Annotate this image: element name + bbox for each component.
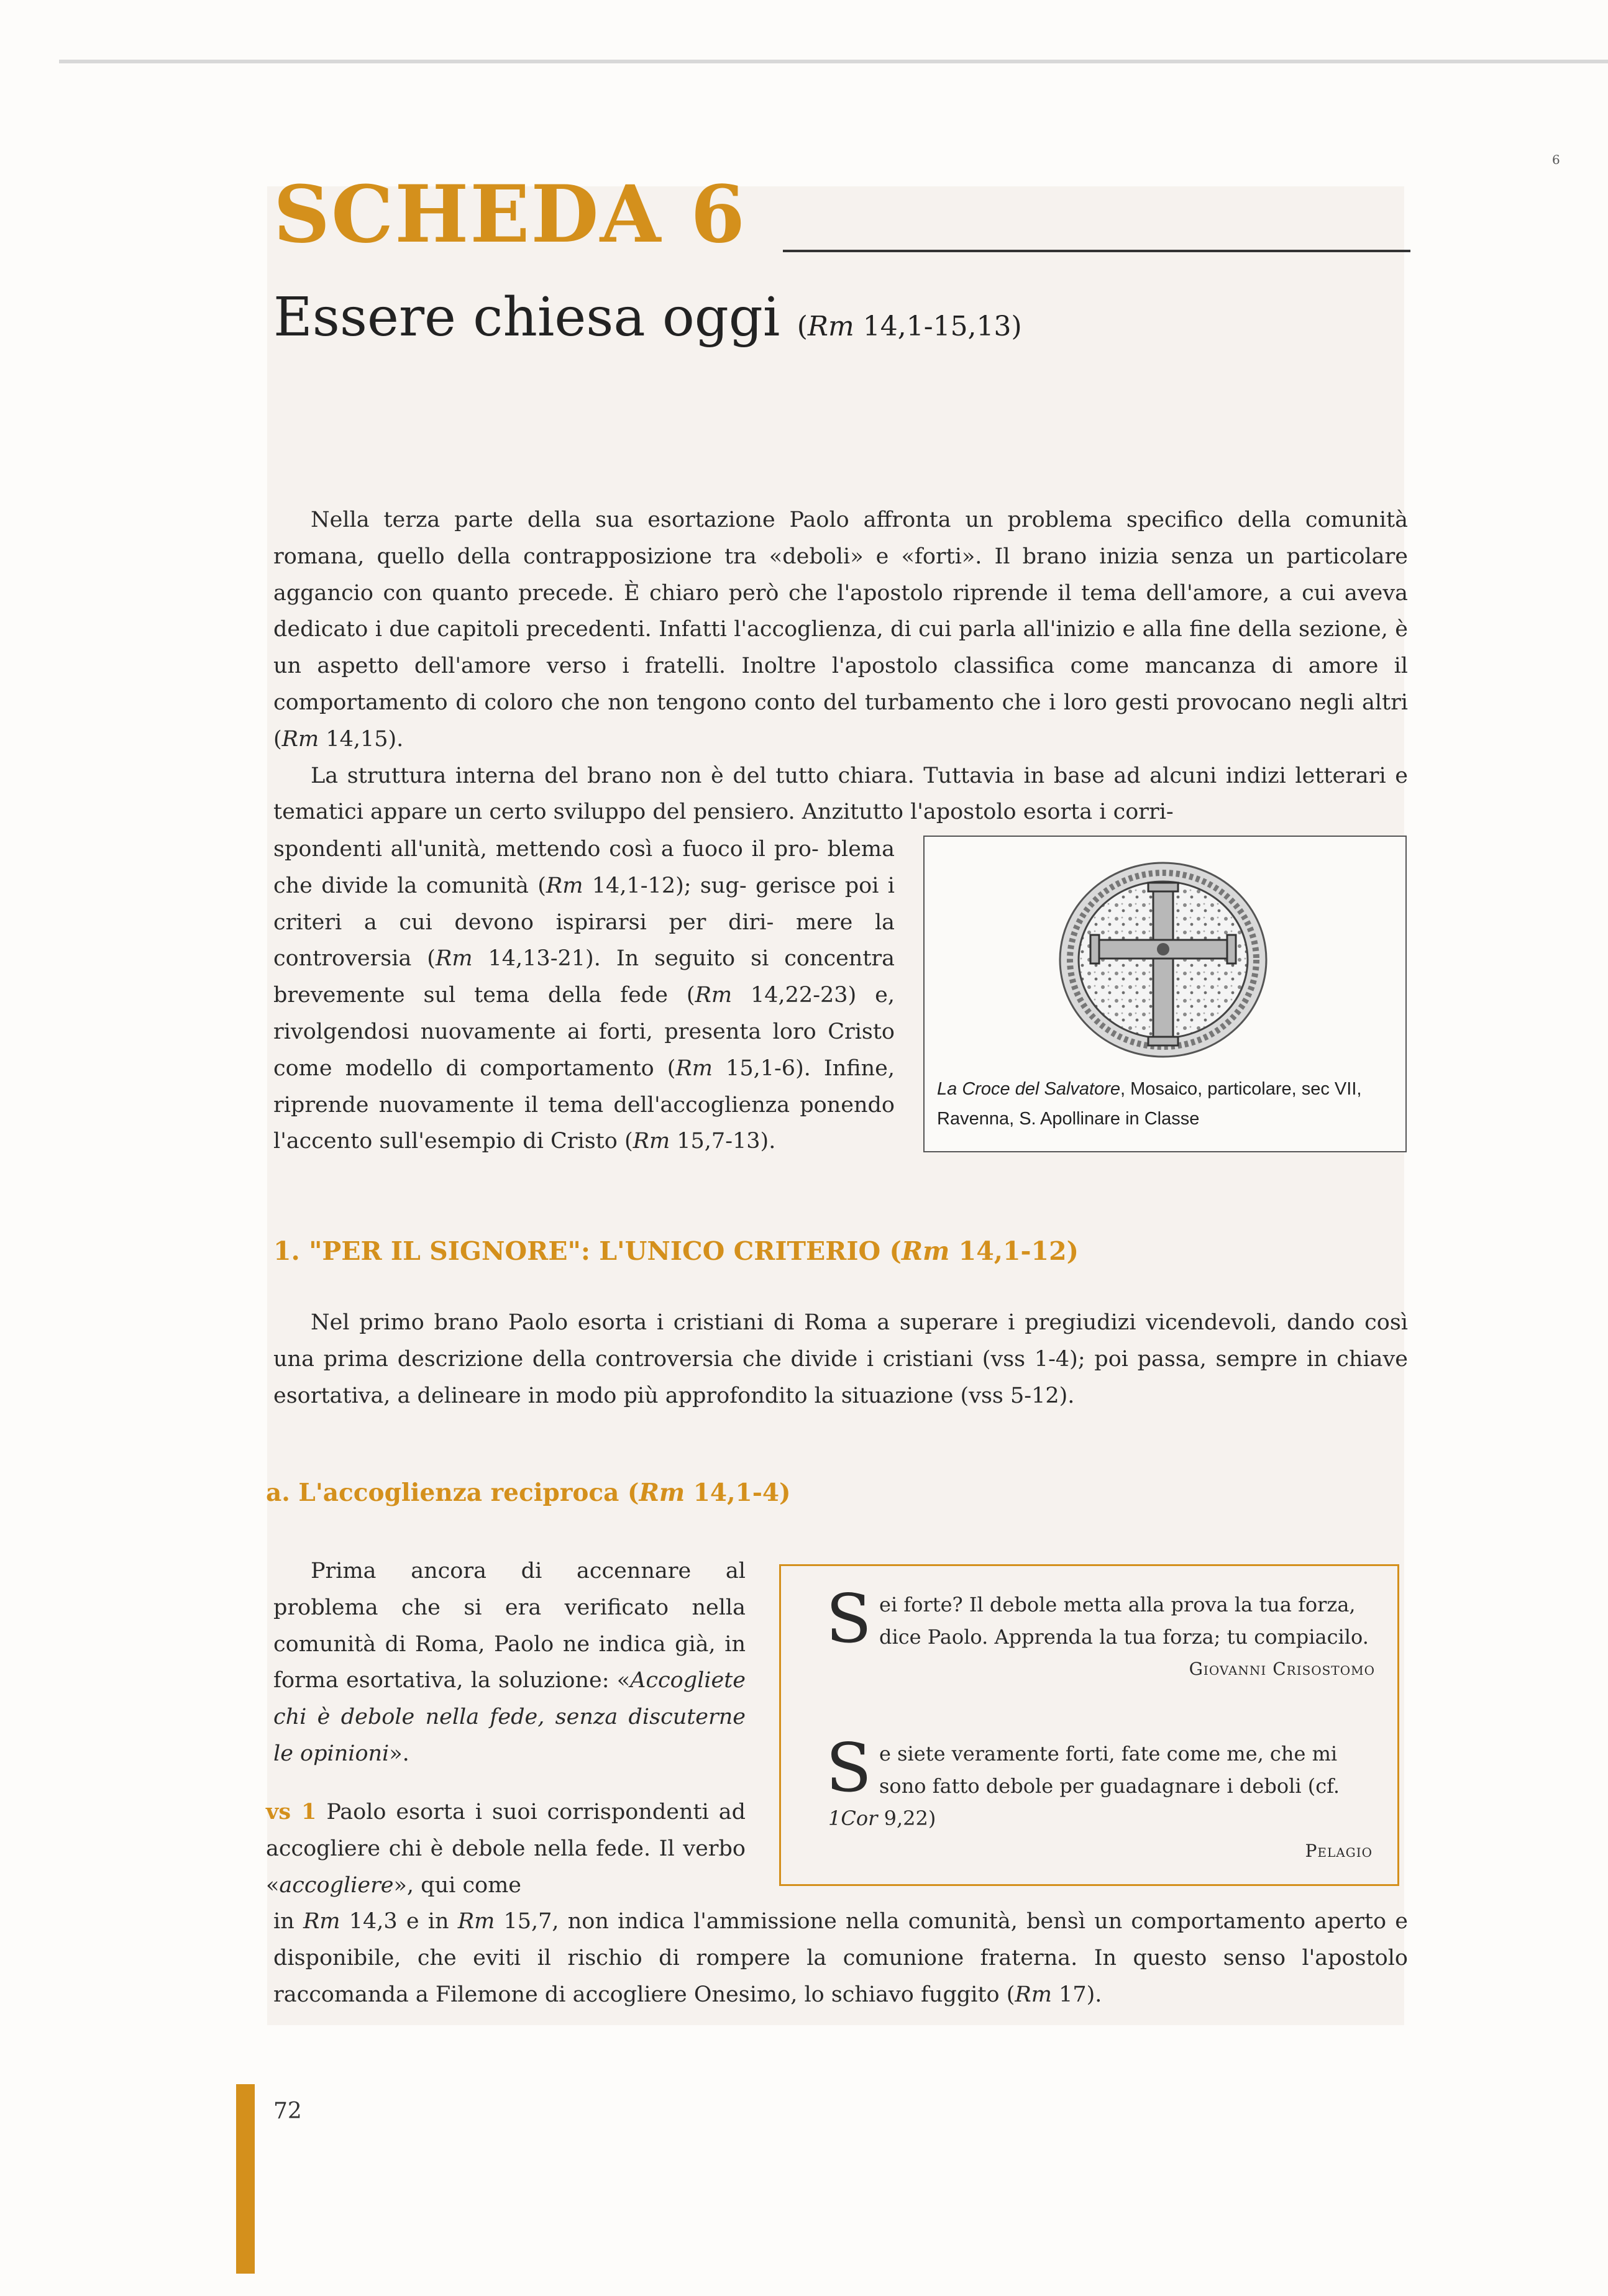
intro-paragraph-2-wrap: spondenti all'unità, mettendo così a fuoco il pro- blema che divide la comunità (Rm 14,1-12); sug- gerisce poi i criteri a cui devono ispirarsi per diri- mere la controversia (Rm 14,13-21). In seguito si concentra brevemente sul tema della fede (Rm 14,22-23) e, rivolgendosi nuovamente ai forti, presenta loro Cristo come modello di comportamento (Rm 15,1-6). Infine, riprende nuovamente il tema dell'accoglienza ponendo l'accento sull'esempio di Cristo (Rm 15,7-13). <box>273 837 895 1154</box>
subtitle-text: Essere chiesa oggi <box>273 286 780 348</box>
mosaic-figure <box>923 836 1407 1152</box>
page-number: 72 <box>273 2098 302 2124</box>
page-title: SCHEDA 6 <box>273 168 746 260</box>
corner-mark: 6 <box>1552 152 1560 167</box>
intro-paragraph-2-start: La struttura interna del brano non è del tutto chiara. Tuttavia in base ad alcuni indizi letterari e tematici appare un certo sviluppo del pensiero. Anzitutto l'apostolo esorta i corri- <box>273 763 1408 825</box>
cross-mosaic-image <box>1058 860 1268 1059</box>
quote-author: Giovanni Crisostomo <box>1189 1659 1375 1679</box>
title-rule <box>783 250 1410 252</box>
verse-label: vs 1 <box>266 1799 317 1824</box>
page-subtitle <box>273 286 1022 348</box>
quote-author: Pelagio <box>1305 1841 1373 1861</box>
subsection-a-heading: a. L'accoglienza reciproca (Rm 14,1-4) <box>266 1478 791 1507</box>
subtitle-ref-rest: 14,1-15,13) <box>854 311 1022 342</box>
subtitle-reference: (Rm 14,1-15,13) <box>797 311 1022 342</box>
section-1-body: Nel primo brano Paolo esorta i cristiani di Roma a superare i pregiudizi vicendevoli, dando così una prima descrizione della controversia che divide i cristiani (vss 1-4); poi passa, sempre in chiave esortativa, a delineare in modo più approfondito la situazione (vss 5-12). <box>273 1310 1408 1408</box>
intro-paragraph-1: Nella terza parte della sua esortazione Paolo affronta un problema specifico della comunità romana, quello della contrapposizione tra «deboli» e «forti». Il brano inizia senza un particolare aggancio con quanto precede. È chiaro però che l'apostolo riprende il tema dell'amore, a cui aveva dedicato i due capitoli precedenti. Infatti l'accoglienza, di cui parla all'inizio e alla fine della sezione, è un aspetto dell'amore verso i fratelli. Inoltre l'apostolo classifica come mancanza di amore il comportamento di coloro che non tengono conto del turbamento che i loro gesti provocano negli altri (Rm 14,15). <box>273 508 1408 752</box>
quote-pelagius: Se siete veramente forti, fate come me, che mi sono fatto debole per guadagnare i deboli (cf. 1Cor 9,22) <box>826 1729 1340 1830</box>
verse-1-commentary-continued: in Rm 14,3 e in Rm 15,7, non indica l'ammissione nella comunità, bensì un comportamento aperto e disponibile, che eviti il rischio di rompere la comunione fraterna. In questo senso l'apostolo raccomanda a Filemone di accogliere Onesimo, lo schiavo fuggito (Rm 17). <box>273 1909 1408 2007</box>
quote-chrysostom: Sei forte? Il debole metta alla prova la tua forza, dice Paolo. Apprenda la tua forza; tu compiacilo. Giovanni Crisostomo <box>828 1588 1375 1685</box>
dropcap: S <box>826 1729 872 1807</box>
intro-section <box>273 502 1408 831</box>
quotes-box <box>779 1564 1399 1886</box>
subtitle-ref-book: Rm <box>807 311 854 342</box>
scan-edge <box>59 60 1608 63</box>
dropcap: S <box>826 1580 872 1658</box>
section-1-heading: 1. "PER IL SIGNORE": L'UNICO CRITERIO (Rm 14,1-12) <box>273 1236 1079 1266</box>
figure-caption: La Croce del Salvatore, Mosaico, particolare, sec VII, Ravenna, S. Apollinare in Classe <box>937 1079 1362 1129</box>
subsection-a-body: Prima ancora di accennare al problema che si era verificato nella comunità di Roma, Paolo ne indica già, in forma esortativa, la soluzione: «Accogliete chi è debole nella fede, senza discuterne le opinioni». <box>273 1559 746 1766</box>
verse-1-commentary: vs 1 Paolo esorta i suoi corrispondenti ad accogliere chi è debole nella fede. Il verbo «accogliere», qui come <box>266 1799 746 1898</box>
page-number-bar <box>236 2084 255 2274</box>
